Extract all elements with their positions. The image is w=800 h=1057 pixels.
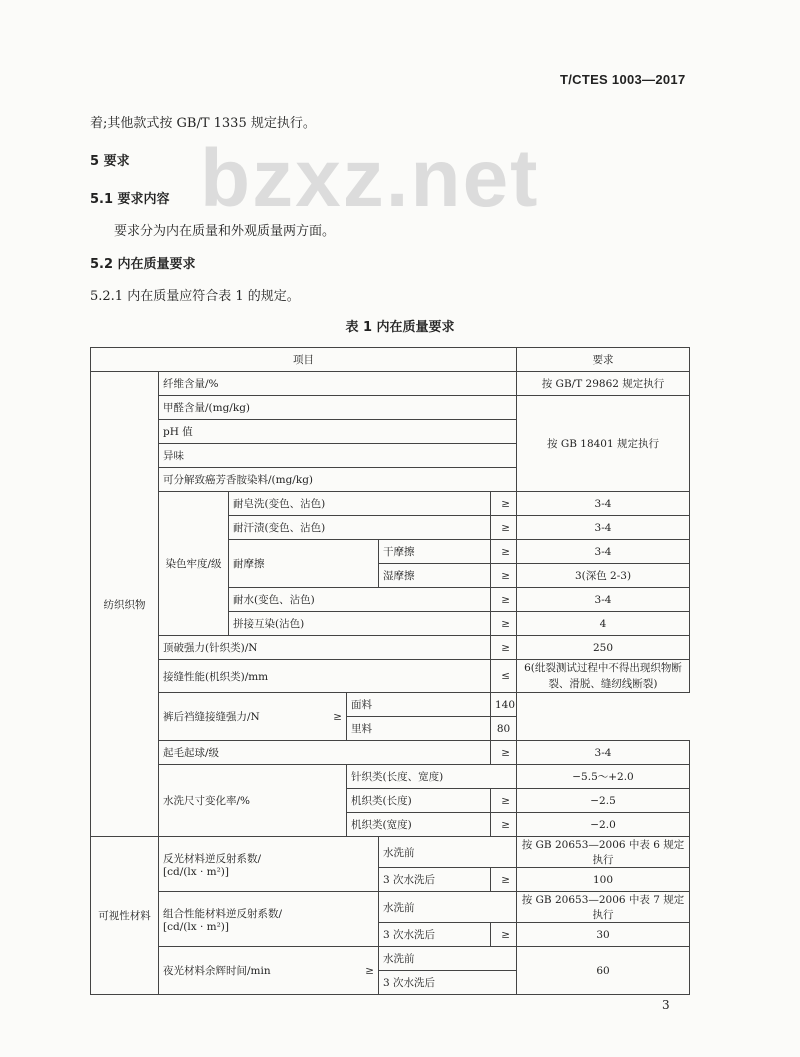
- ge-symbol: ≥: [491, 741, 517, 765]
- ge-symbol: ≥: [491, 923, 517, 947]
- item-crotch-label: 裤后裆缝接缝强力/N: [163, 711, 260, 723]
- ge-symbol: ≥: [491, 813, 517, 837]
- page-number: 3: [662, 998, 670, 1012]
- table-row: [91, 741, 690, 765]
- ge-symbol: ≥: [333, 710, 342, 723]
- item-reflect-after: 3 次水洗后: [379, 868, 491, 892]
- item-azo: 可分解致癌芳香胺染料/(mg/kg): [159, 468, 517, 492]
- item-glow-label: 夜光材料余辉时间/min: [163, 965, 271, 977]
- item-splice: 拼接互染(沾色): [229, 612, 491, 636]
- ge-symbol: ≥: [491, 492, 517, 516]
- req-splice: 4: [517, 612, 690, 636]
- item-glow-after: 3 次水洗后: [379, 971, 517, 995]
- section-5-1-body: 要求分为内在质量和外观质量两方面。: [114, 224, 336, 239]
- req-glow: 60: [517, 947, 690, 995]
- req-combo-after: 30: [517, 923, 690, 947]
- item-combo-before: 水洗前: [379, 892, 517, 923]
- paragraph-continuation: 着;其他款式按 GB/T 1335 规定执行。: [90, 116, 316, 131]
- watermark: bzxz.net: [200, 133, 540, 224]
- item-shrink-knit: 针织类(长度、宽度): [347, 765, 517, 789]
- ge-symbol: ≥: [365, 964, 374, 977]
- item-seam: 接缝性能(机织类)/mm: [159, 660, 491, 693]
- table-header-row: [91, 348, 690, 372]
- table-row: [91, 372, 690, 396]
- req-crotch-face: 140: [491, 693, 517, 717]
- item-odor: 异味: [159, 444, 517, 468]
- quality-requirements-table: [90, 347, 690, 995]
- item-ph: pH 值: [159, 420, 517, 444]
- item-reflect-unit: [cd/(lx · m²)]: [163, 865, 229, 878]
- item-formaldehyde: 甲醛含量/(mg/kg): [159, 396, 517, 420]
- section-5-heading: 5 要求: [90, 154, 130, 169]
- req-pilling: 3-4: [517, 741, 690, 765]
- req-water: 3-4: [517, 588, 690, 612]
- item-soap: 耐皂洗(变色、沾色): [229, 492, 491, 516]
- item-reflect: [159, 837, 379, 892]
- ge-symbol: ≥: [491, 612, 517, 636]
- section-5-2-1-text: 5.2.1 内在质量应符合表 1 的规定。: [90, 289, 300, 304]
- table-caption: 表 1 内在质量要求: [345, 320, 455, 335]
- item-shrink-woven-width: 机织类(宽度): [347, 813, 491, 837]
- item-rub: 耐摩擦: [229, 540, 379, 588]
- ge-symbol: ≥: [491, 789, 517, 813]
- table-row: [91, 947, 690, 971]
- ge-symbol: ≥: [491, 588, 517, 612]
- table-row: [91, 660, 690, 693]
- req-shrink-woven-length: −2.5: [517, 789, 690, 813]
- req-reflect-before: 按 GB 20653—2006 中表 6 规定执行: [517, 837, 690, 868]
- table-row: [91, 837, 690, 868]
- item-combo-after: 3 次水洗后: [379, 923, 491, 947]
- item-glow-before: 水洗前: [379, 947, 517, 971]
- item-shrink: 水洗尺寸变化率/%: [159, 765, 347, 837]
- item-glow: [159, 947, 379, 995]
- header-requirement: 要求: [517, 348, 690, 372]
- req-fiber: 按 GB/T 29862 规定执行: [517, 372, 690, 396]
- item-pilling: 起毛起球/级: [159, 741, 491, 765]
- item-sweat: 耐汗渍(变色、沾色): [229, 516, 491, 540]
- section-5-2-heading: 5.2 内在质量要求: [90, 257, 196, 272]
- item-crotch-face: 面料: [347, 693, 491, 717]
- item-combo: [159, 892, 379, 947]
- item-crotch-lining: 里料: [347, 717, 491, 741]
- item-fiber: 纤维含量/%: [159, 372, 517, 396]
- req-seam: 6(纰裂测试过程中不得出现织物断裂、滑脱、缝纫线断裂): [517, 660, 690, 693]
- req-gb18401: 按 GB 18401 规定执行: [517, 396, 690, 492]
- table-row: [91, 693, 690, 717]
- item-burst: 顶破强力(针织类)/N: [159, 636, 491, 660]
- item-water: 耐水(变色、沾色): [229, 588, 491, 612]
- item-reflect-label: 反光材料逆反射系数/: [163, 852, 262, 865]
- table-row: [91, 492, 690, 516]
- req-rub-dry: 3-4: [517, 540, 690, 564]
- req-combo-before: 按 GB 20653—2006 中表 7 规定执行: [517, 892, 690, 923]
- req-soap: 3-4: [517, 492, 690, 516]
- table-row: [91, 765, 690, 789]
- table-row: [91, 636, 690, 660]
- standard-code: T/CTES 1003—2017: [560, 72, 686, 87]
- item-rub-dry: 干摩擦: [379, 540, 491, 564]
- ge-symbol: ≥: [491, 516, 517, 540]
- item-combo-label: 组合性能材料逆反射系数/: [163, 907, 283, 920]
- req-shrink-woven-width: −2.0: [517, 813, 690, 837]
- item-crotch: [159, 693, 347, 741]
- group-visual: 可视性材料: [91, 837, 159, 995]
- ge-symbol: ≥: [491, 868, 517, 892]
- item-shrink-woven-length: 机织类(长度): [347, 789, 491, 813]
- table-row: [91, 892, 690, 923]
- section-5-1-heading: 5.1 要求内容: [90, 192, 170, 207]
- req-crotch-lining: 80: [491, 717, 517, 741]
- req-rub-wet: 3(深色 2-3): [517, 564, 690, 588]
- item-combo-unit: [cd/(lx · m²)]: [163, 920, 229, 933]
- req-burst: 250: [517, 636, 690, 660]
- item-colorfastness: 染色牢度/级: [159, 492, 229, 636]
- le-symbol: ≤: [491, 660, 517, 693]
- item-rub-wet: 湿摩擦: [379, 564, 491, 588]
- req-shrink-knit: −5.5～+2.0: [517, 765, 690, 789]
- group-textile: 纺织织物: [91, 372, 159, 837]
- item-reflect-before: 水洗前: [379, 837, 517, 868]
- ge-symbol: ≥: [491, 636, 517, 660]
- req-sweat: 3-4: [517, 516, 690, 540]
- ge-symbol: ≥: [491, 540, 517, 564]
- table-row: [91, 396, 690, 420]
- req-reflect-after: 100: [517, 868, 690, 892]
- ge-symbol: ≥: [491, 564, 517, 588]
- header-item: 项目: [91, 348, 517, 372]
